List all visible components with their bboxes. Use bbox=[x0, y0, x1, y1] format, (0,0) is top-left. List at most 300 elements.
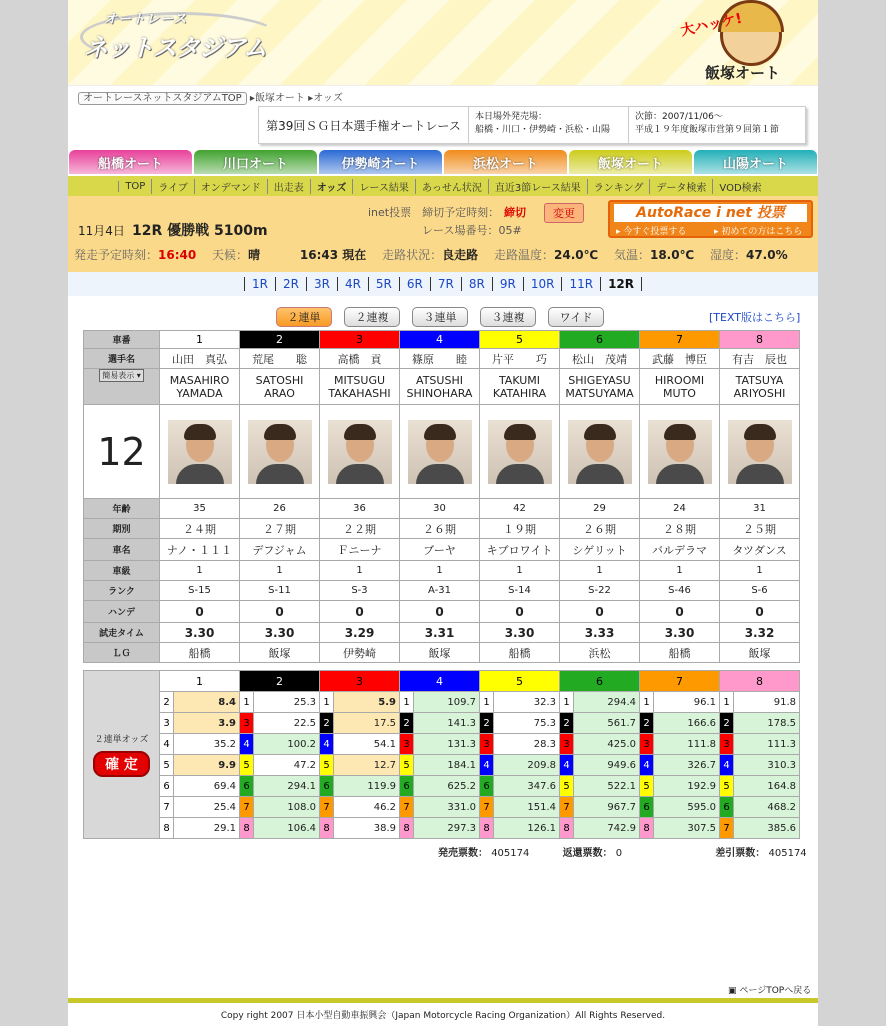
handicap: 0 bbox=[240, 601, 320, 623]
odds-second-car: 6 bbox=[240, 776, 254, 797]
odds-second-car: 2 bbox=[480, 713, 494, 734]
display-mode-select[interactable]: 簡易表示 ▾ bbox=[99, 369, 144, 382]
odds-second-car: 1 bbox=[480, 692, 494, 713]
odds-value[interactable]: 184.1 bbox=[414, 755, 480, 776]
race-header bbox=[68, 196, 818, 272]
next-event bbox=[629, 107, 805, 143]
rider-class: 1 bbox=[480, 561, 560, 581]
venue-title: 飯塚オート bbox=[704, 64, 780, 82]
bike-name: キブロワイト bbox=[480, 539, 560, 561]
race-number-link[interactable]: 11R bbox=[561, 277, 600, 291]
table-row bbox=[84, 601, 800, 623]
odds-second-car: 8 bbox=[480, 818, 494, 839]
subnav-item[interactable]: ランキング bbox=[587, 179, 650, 194]
photo-part bbox=[184, 424, 216, 440]
odds-second-car: 1 bbox=[640, 692, 654, 713]
odds-second-car: 3 bbox=[480, 734, 494, 755]
row-label: ランク bbox=[84, 581, 160, 601]
rider-photo-cell bbox=[640, 405, 720, 499]
race-number-link[interactable]: 8R bbox=[461, 277, 492, 291]
rider-class: 1 bbox=[560, 561, 640, 581]
race-number-link[interactable]: 3R bbox=[306, 277, 337, 291]
rider-class: 1 bbox=[720, 561, 800, 581]
odds-header: 1 bbox=[160, 671, 240, 692]
photo-part bbox=[336, 464, 384, 484]
deadline-status: 締切 bbox=[504, 206, 526, 219]
odds-value[interactable]: 38.9 bbox=[334, 818, 400, 839]
logo-line1: オートレース bbox=[104, 12, 188, 27]
odds-header: 8 bbox=[720, 671, 800, 692]
photo-part bbox=[736, 464, 784, 484]
rider-class: 1 bbox=[160, 561, 240, 581]
odds-value[interactable]: 35.2 bbox=[174, 734, 240, 755]
odds-second-car: 5 bbox=[320, 755, 334, 776]
rider-rank: A-31 bbox=[400, 581, 480, 601]
subnav-item[interactable]: オンデマンド bbox=[194, 179, 267, 194]
odds-value[interactable]: 8.4 bbox=[174, 692, 240, 713]
trial-time: 3.32 bbox=[720, 623, 800, 643]
odds-second-car: 7 bbox=[720, 818, 734, 839]
event-title: 第39回ＳＧ日本選手権オートレース bbox=[259, 107, 469, 143]
rider-photo-cell bbox=[720, 405, 800, 499]
next-label: 次節：2007/11/06～ bbox=[635, 112, 723, 122]
odds-value[interactable]: 967.7 bbox=[574, 797, 640, 818]
romaji-last: MUTO bbox=[663, 386, 696, 400]
current-time: 16:43 現在 bbox=[299, 248, 367, 262]
odds-value[interactable]: 109.7 bbox=[414, 692, 480, 713]
next-title: 平成１９年度飯塚市営第９回第１節 bbox=[635, 125, 780, 135]
table-row bbox=[84, 755, 800, 776]
odds-second-car: 1 bbox=[320, 692, 334, 713]
subnav-item[interactable]: オッズ bbox=[310, 179, 353, 194]
rider-class: 1 bbox=[640, 561, 720, 581]
inet-vote-banner[interactable] bbox=[608, 200, 813, 238]
copyright: Copy right 2007 日本小型自動車振興会（Japan Motorcycle Racing Organization）All Rights Reserved. bbox=[220, 1011, 666, 1021]
rider-term: ２７期 bbox=[240, 519, 320, 539]
table-row bbox=[84, 405, 800, 499]
today-venues bbox=[469, 107, 629, 143]
subnav-item[interactable]: データ検索 bbox=[649, 179, 712, 194]
vote-now-link[interactable]: ▸ 今すぐ投票する bbox=[616, 227, 687, 237]
bike-name: ブーヤ bbox=[400, 539, 480, 561]
odds-value[interactable]: 119.9 bbox=[334, 776, 400, 797]
trial-time: 3.30 bbox=[160, 623, 240, 643]
photo-part bbox=[664, 424, 696, 440]
rider-romaji bbox=[480, 369, 560, 405]
odds-value[interactable]: 949.6 bbox=[574, 755, 640, 776]
odds-value[interactable]: 209.8 bbox=[494, 755, 560, 776]
air-temp: 18.0℃ bbox=[649, 248, 695, 262]
mascot-shout: 大ハッケ! bbox=[679, 10, 744, 40]
odds-type-button[interactable]: ３連複 bbox=[480, 307, 536, 327]
odds-value[interactable]: 54.1 bbox=[334, 734, 400, 755]
rider-age: 31 bbox=[720, 499, 800, 519]
rider-term: ２２期 bbox=[320, 519, 400, 539]
track-condition: 良走路 bbox=[442, 248, 479, 262]
row-label: 車級 bbox=[84, 561, 160, 581]
romaji-first: SHIGEYASU bbox=[568, 373, 631, 387]
odds-second-car: 4 bbox=[480, 755, 494, 776]
rider-romaji bbox=[160, 369, 240, 405]
venue-tab[interactable]: 浜松オート bbox=[444, 150, 567, 174]
rider-term: ２４期 bbox=[160, 519, 240, 539]
start-time: 16:40 bbox=[158, 248, 197, 262]
odds-type-buttons bbox=[276, 307, 616, 327]
odds-value[interactable]: 522.1 bbox=[574, 776, 640, 797]
car-number: 5 bbox=[480, 331, 560, 349]
rider-age: 29 bbox=[560, 499, 640, 519]
row-label: 試走タイム bbox=[84, 623, 160, 643]
rider-name: 山田 真弘 bbox=[160, 349, 240, 369]
venue-tab[interactable]: 山陽オート bbox=[694, 150, 817, 174]
race-number-link[interactable]: 5R bbox=[368, 277, 399, 291]
rider-name: 荒尾 聡 bbox=[240, 349, 320, 369]
table-row bbox=[84, 818, 800, 839]
odds-second-car: 6 bbox=[640, 797, 654, 818]
row-label: ＬＧ bbox=[84, 643, 160, 663]
odds-value[interactable]: 468.2 bbox=[734, 797, 800, 818]
rider-name: 高橋 貢 bbox=[320, 349, 400, 369]
odds-value[interactable]: 326.7 bbox=[654, 755, 720, 776]
rider-name: 松山 茂靖 bbox=[560, 349, 640, 369]
subnav-item[interactable]: あっせん状況 bbox=[415, 179, 488, 194]
humidity: 47.0% bbox=[745, 248, 788, 262]
race-number-link[interactable]: 6R bbox=[399, 277, 430, 291]
odds-second-car: 7 bbox=[400, 797, 414, 818]
odds-value[interactable]: 25.4 bbox=[174, 797, 240, 818]
odds-second-car: 6 bbox=[320, 776, 334, 797]
photo-part bbox=[256, 464, 304, 484]
race-number-link[interactable]: 2R bbox=[275, 277, 306, 291]
odds-value[interactable]: 294.1 bbox=[254, 776, 320, 797]
odds-value[interactable]: 111.8 bbox=[654, 734, 720, 755]
row-label: 選手名 bbox=[84, 349, 160, 369]
odds-second-car: 8 bbox=[160, 818, 174, 839]
change-button[interactable]: 変更 bbox=[544, 203, 584, 223]
car-number: 2 bbox=[240, 331, 320, 349]
handicap: 0 bbox=[400, 601, 480, 623]
odds-value[interactable]: 164.8 bbox=[734, 776, 800, 797]
rider-photo-icon bbox=[568, 420, 632, 484]
rider-photo-icon bbox=[488, 420, 552, 484]
breadcrumb bbox=[78, 89, 343, 104]
table-row bbox=[84, 776, 800, 797]
odds-value[interactable]: 294.4 bbox=[574, 692, 640, 713]
photo-part bbox=[264, 424, 296, 440]
breadcrumb-sep-icon: ▸ bbox=[308, 93, 314, 104]
table-row bbox=[84, 734, 800, 755]
race-number-link[interactable]: 12R bbox=[600, 277, 642, 291]
inet-label: inet投票 締切予定時刻： bbox=[368, 206, 500, 219]
handicap: 0 bbox=[640, 601, 720, 623]
odds-value[interactable]: 106.4 bbox=[254, 818, 320, 839]
odds-value[interactable]: 425.0 bbox=[574, 734, 640, 755]
row-label: 期別 bbox=[84, 519, 160, 539]
rider-term: ２６期 bbox=[400, 519, 480, 539]
rider-romaji bbox=[720, 369, 800, 405]
odds-header: 3 bbox=[320, 671, 400, 692]
rider-age: 24 bbox=[640, 499, 720, 519]
footer-bar bbox=[68, 998, 818, 1003]
table-row bbox=[84, 623, 800, 643]
photo-part bbox=[176, 464, 224, 484]
odds-second-car: 3 bbox=[160, 713, 174, 734]
odds-header: 5 bbox=[480, 671, 560, 692]
odds-value[interactable]: 595.0 bbox=[654, 797, 720, 818]
romaji-last: KATAHIRA bbox=[492, 386, 547, 400]
rider-lg: 船橋 bbox=[480, 643, 560, 663]
venue-tab[interactable]: 飯塚オート bbox=[569, 150, 692, 174]
odds-second-car: 7 bbox=[560, 797, 574, 818]
odds-value[interactable]: 126.1 bbox=[494, 818, 560, 839]
photo-part bbox=[504, 424, 536, 440]
table-row bbox=[84, 349, 800, 369]
rider-lg: 伊勢崎 bbox=[320, 643, 400, 663]
race-number-link[interactable]: 9R bbox=[492, 277, 523, 291]
odds-value[interactable]: 166.6 bbox=[654, 713, 720, 734]
row-label: ハンデ bbox=[84, 601, 160, 623]
odds-second-car: 2 bbox=[560, 713, 574, 734]
romaji-first: MASAHIRO bbox=[169, 373, 230, 387]
odds-second-car: 3 bbox=[640, 734, 654, 755]
breadcrumb-item-venue[interactable]: 飯塚オート bbox=[254, 93, 305, 104]
subnav-item[interactable]: VOD検索 bbox=[712, 179, 767, 194]
odds-type-button[interactable]: ３連単 bbox=[412, 307, 468, 327]
today-venues-list: 船橋・川口・伊勢崎・浜松・山陽 bbox=[475, 125, 611, 135]
odds-second-car: 5 bbox=[720, 776, 734, 797]
track-temp: 24.0℃ bbox=[554, 248, 599, 262]
photo-part bbox=[424, 424, 456, 440]
photo-part bbox=[496, 464, 544, 484]
table-row bbox=[84, 692, 800, 713]
breadcrumb-item-current: オッズ bbox=[313, 93, 343, 104]
rider-rank: S-11 bbox=[240, 581, 320, 601]
race-number-nav bbox=[68, 272, 818, 296]
odds-second-car: 4 bbox=[640, 755, 654, 776]
odds-value[interactable]: 69.4 bbox=[174, 776, 240, 797]
car-number: 4 bbox=[400, 331, 480, 349]
odds-value[interactable]: 347.6 bbox=[494, 776, 560, 797]
odds-value[interactable]: 561.7 bbox=[574, 713, 640, 734]
car-number: 1 bbox=[160, 331, 240, 349]
photo-part bbox=[576, 464, 624, 484]
venue-tab[interactable]: 船橋オート bbox=[69, 150, 192, 174]
odds-value[interactable]: 141.3 bbox=[414, 713, 480, 734]
logo-line2: ネットスタジアム bbox=[84, 34, 267, 62]
odds-value[interactable]: 29.1 bbox=[174, 818, 240, 839]
subnav-item[interactable]: ライブ bbox=[151, 179, 193, 194]
rider-rank: S-6 bbox=[720, 581, 800, 601]
rider-romaji bbox=[240, 369, 320, 405]
odds-second-car: 4 bbox=[720, 755, 734, 776]
rider-age: 35 bbox=[160, 499, 240, 519]
odds-second-car: 4 bbox=[560, 755, 574, 776]
odds-second-car: 2 bbox=[400, 713, 414, 734]
rider-age: 42 bbox=[480, 499, 560, 519]
odds-type-button[interactable]: ２連複 bbox=[344, 307, 400, 327]
odds-value[interactable]: 12.7 bbox=[334, 755, 400, 776]
odds-second-car: 2 bbox=[640, 713, 654, 734]
odds-value[interactable]: 22.5 bbox=[254, 713, 320, 734]
trial-time: 3.30 bbox=[480, 623, 560, 643]
odds-value[interactable]: 131.3 bbox=[414, 734, 480, 755]
rider-name: 篠原 睦 bbox=[400, 349, 480, 369]
odds-value[interactable]: 742.9 bbox=[574, 818, 640, 839]
odds-second-car: 8 bbox=[240, 818, 254, 839]
odds-second-car: 4 bbox=[240, 734, 254, 755]
odds-second-car: 1 bbox=[560, 692, 574, 713]
venue-tab[interactable]: 川口オート bbox=[194, 150, 317, 174]
table-row bbox=[84, 713, 800, 734]
rider-photo-cell bbox=[560, 405, 640, 499]
race-conditions: 発走予定時刻：16:40 天候：晴 16:43 現在 走路状況：良走路 走路温度：24.0℃ 気温：18.0℃ 湿度：47.0% bbox=[74, 248, 788, 262]
rider-romaji bbox=[640, 369, 720, 405]
odds-value[interactable]: 108.0 bbox=[254, 797, 320, 818]
odds-value[interactable]: 625.2 bbox=[414, 776, 480, 797]
odds-value[interactable]: 100.2 bbox=[254, 734, 320, 755]
romaji-first: HIROOMI bbox=[654, 373, 705, 387]
table-row bbox=[84, 369, 800, 405]
rider-name: 片平 巧 bbox=[480, 349, 560, 369]
odds-value[interactable]: 32.3 bbox=[494, 692, 560, 713]
romaji-last: ARAO bbox=[264, 386, 295, 400]
romaji-last: YAMADA bbox=[176, 386, 223, 400]
odds-value[interactable]: 178.5 bbox=[734, 713, 800, 734]
romaji-last: TAKAHASHI bbox=[328, 386, 391, 400]
odds-value[interactable]: 111.3 bbox=[734, 734, 800, 755]
photo-part bbox=[416, 464, 464, 484]
venue-tab[interactable]: 伊勢崎オート bbox=[319, 150, 442, 174]
odds-value[interactable]: 91.8 bbox=[734, 692, 800, 713]
rider-term: ２８期 bbox=[640, 519, 720, 539]
odds-second-car: 3 bbox=[240, 713, 254, 734]
arrow-up-icon: ▣ bbox=[728, 986, 740, 996]
table-row bbox=[84, 671, 800, 692]
first-time-link[interactable]: ▸ 初めての方はこちら bbox=[714, 227, 803, 237]
odds-value[interactable]: 17.5 bbox=[334, 713, 400, 734]
table-row bbox=[84, 797, 800, 818]
car-number: 6 bbox=[560, 331, 640, 349]
odds-second-car: 8 bbox=[320, 818, 334, 839]
row-label: 車名 bbox=[84, 539, 160, 561]
confirmed-badge: 確 定 bbox=[93, 751, 150, 777]
odds-value[interactable]: 151.4 bbox=[494, 797, 560, 818]
text-version-link[interactable]: [TEXT版はこちら] bbox=[709, 311, 801, 324]
rider-age: 36 bbox=[320, 499, 400, 519]
rider-photo-icon bbox=[648, 420, 712, 484]
rider-romaji bbox=[400, 369, 480, 405]
odds-value[interactable]: 297.3 bbox=[414, 818, 480, 839]
odds-value[interactable]: 9.9 bbox=[174, 755, 240, 776]
table-row bbox=[84, 331, 800, 349]
race-code: レース場番号：05# bbox=[422, 224, 522, 237]
page-top-link[interactable]: ▣ ページTOPへ戻る bbox=[728, 986, 812, 996]
site-logo[interactable] bbox=[80, 8, 280, 62]
romaji-last: MATSUYAMA bbox=[565, 386, 634, 400]
odds-second-car: 7 bbox=[240, 797, 254, 818]
odds-value[interactable]: 192.9 bbox=[654, 776, 720, 797]
race-number-link[interactable]: 7R bbox=[430, 277, 461, 291]
romaji-first: TATSUYA bbox=[735, 373, 784, 387]
odds-second-car: 7 bbox=[160, 797, 174, 818]
romaji-first: SATOSHI bbox=[255, 373, 304, 387]
rider-name: 武藤 博臣 bbox=[640, 349, 720, 369]
odds-value[interactable]: 75.3 bbox=[494, 713, 560, 734]
table-row bbox=[84, 499, 800, 519]
subnav-item[interactable]: 出走表 bbox=[267, 179, 310, 194]
race-number-link[interactable]: 1R bbox=[244, 277, 275, 291]
rider-photo-cell bbox=[480, 405, 560, 499]
rider-class: 1 bbox=[320, 561, 400, 581]
odds-second-car: 5 bbox=[640, 776, 654, 797]
odds-value[interactable]: 331.0 bbox=[414, 797, 480, 818]
handicap: 0 bbox=[480, 601, 560, 623]
rider-class: 1 bbox=[400, 561, 480, 581]
odds-second-car: 5 bbox=[560, 776, 574, 797]
table-row bbox=[84, 643, 800, 663]
odds-value[interactable]: 96.1 bbox=[654, 692, 720, 713]
odds-label: ２連単オッズ bbox=[94, 735, 149, 745]
rider-term: ２５期 bbox=[720, 519, 800, 539]
race-number-big: 12 bbox=[84, 405, 160, 499]
odds-value[interactable]: 307.5 bbox=[654, 818, 720, 839]
odds-value[interactable]: 385.6 bbox=[734, 818, 800, 839]
subnav-item[interactable]: レース結果 bbox=[352, 179, 415, 194]
odds-header: 6 bbox=[560, 671, 640, 692]
odds-value[interactable]: 46.2 bbox=[334, 797, 400, 818]
odds-second-car: 7 bbox=[480, 797, 494, 818]
entry-table bbox=[83, 330, 800, 663]
odds-value[interactable]: 28.3 bbox=[494, 734, 560, 755]
odds-value[interactable]: 47.2 bbox=[254, 755, 320, 776]
odds-header: 7 bbox=[640, 671, 720, 692]
race-number-link[interactable]: 10R bbox=[523, 277, 562, 291]
rider-photo-cell bbox=[240, 405, 320, 499]
odds-value[interactable]: 310.3 bbox=[734, 755, 800, 776]
rider-age: 26 bbox=[240, 499, 320, 519]
odds-value[interactable]: 3.9 bbox=[174, 713, 240, 734]
odds-second-car: 2 bbox=[720, 713, 734, 734]
today-label: 本日場外発売場： bbox=[475, 112, 548, 122]
car-number: 3 bbox=[320, 331, 400, 349]
trial-time: 3.31 bbox=[400, 623, 480, 643]
odds-header: 4 bbox=[400, 671, 480, 692]
rider-rank: S-22 bbox=[560, 581, 640, 601]
odds-second-car: 8 bbox=[560, 818, 574, 839]
rider-term: １９期 bbox=[480, 519, 560, 539]
rider-class: 1 bbox=[240, 561, 320, 581]
romaji-last: ARIYOSHI bbox=[733, 386, 786, 400]
rider-photo-cell bbox=[320, 405, 400, 499]
romaji-last: SHINOHARA bbox=[406, 386, 473, 400]
odds-second-car: 6 bbox=[480, 776, 494, 797]
weather: 晴 bbox=[248, 248, 261, 262]
odds-type-button[interactable]: ワイド bbox=[548, 307, 604, 327]
odds-value[interactable]: 25.3 bbox=[254, 692, 320, 713]
handicap: 0 bbox=[160, 601, 240, 623]
photo-part bbox=[584, 424, 616, 440]
rider-photo-icon bbox=[168, 420, 232, 484]
subnav-item[interactable]: TOP bbox=[118, 181, 151, 192]
odds-value[interactable]: 5.9 bbox=[334, 692, 400, 713]
odds-second-car: 2 bbox=[320, 713, 334, 734]
breadcrumb-top-link[interactable]: オートレースネットスタジアムTOP bbox=[78, 92, 247, 105]
odds-type-button[interactable]: ２連単 bbox=[276, 307, 332, 327]
odds-second-car: 7 bbox=[320, 797, 334, 818]
subnav-item[interactable]: 直近3節レース結果 bbox=[488, 179, 587, 194]
race-number-link[interactable]: 4R bbox=[337, 277, 368, 291]
bike-name: Ｆニーナ bbox=[320, 539, 400, 561]
